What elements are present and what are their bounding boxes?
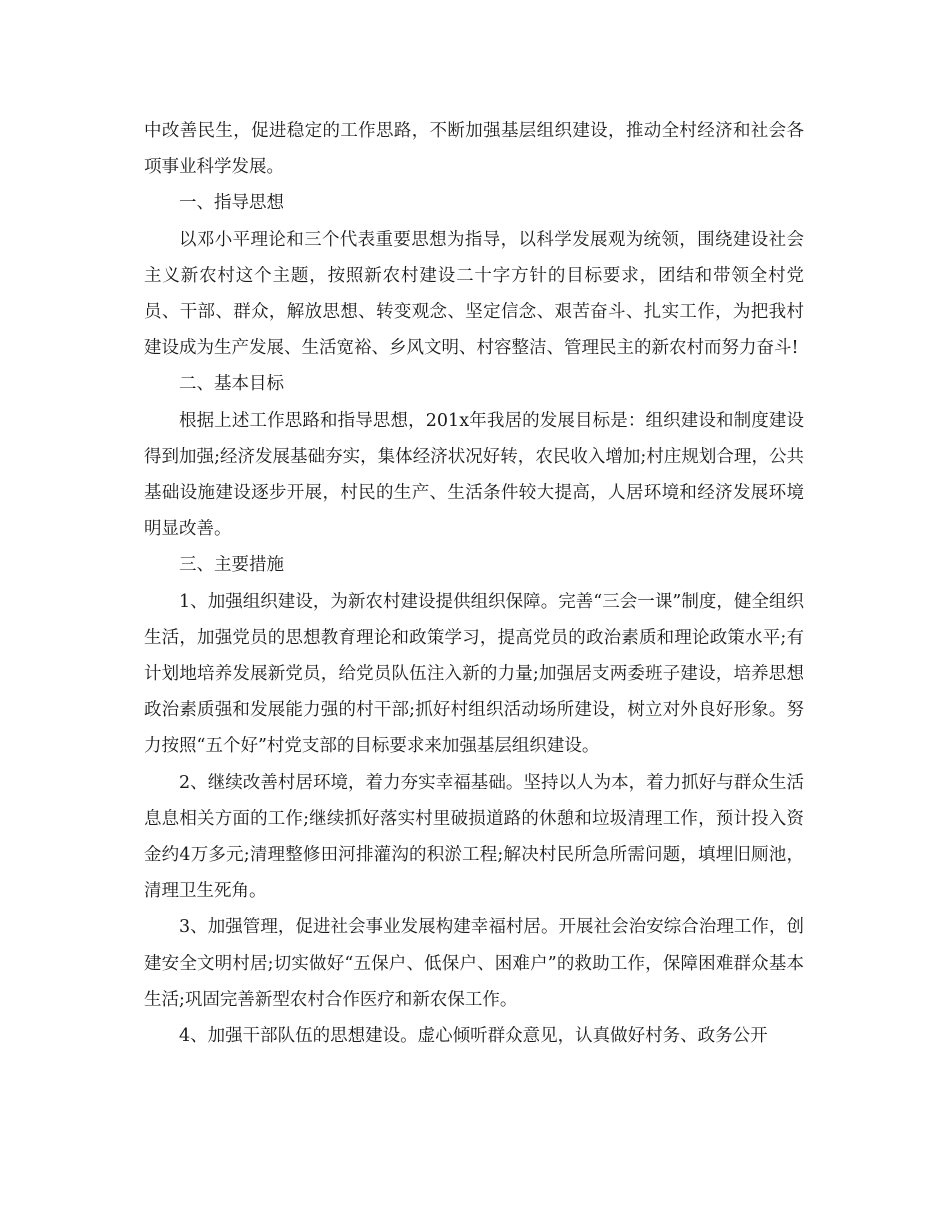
paragraph-measure-4: 4、加强干部队伍的思想建设。虚心倾听群众意见，认真做好村务、政务公开	[179, 1026, 768, 1047]
paragraph-measure-2: 2、继续改善村居环境，着力夯实幸福基础。坚持以人为本，着力抓好与群众生活息息相关方面的工作;继续抓好落实村里破损道路的休憩和垃圾清理工作，预计投入资金约4万多元;清理整修田河排灌沟的积淤工程;解决村民所急所需问题，填埋旧厕池，清理卫生死角。	[144, 772, 804, 902]
section-heading-basic-goals: 二、基本目标	[179, 374, 284, 395]
section-heading-guiding-thought: 一、指导思想	[179, 193, 284, 214]
paragraph-guiding-thought: 以邓小平理论和三个代表重要思想为指导，以科学发展观为统领，围绕建设社会主义新农村这个主题，按照新农村建设二十字方针的目标要求，团结和带领全村党员、干部、群众，解放思想、转变观念、坚定信念、艰苦奋斗、扎实工作，为把我村建设成为生产发展、生活宽裕、乡风文明、村容整洁、管理民主的新农村而努力奋斗!	[144, 229, 804, 359]
section-heading-main-measures: 三、主要措施	[179, 555, 284, 576]
paragraph-measure-1: 1、加强组织建设，为新农村建设提供组织保障。完善“三会一课”制度，健全组织生活，加强党员的思想教育理论和政策学习，提高党员的政治素质和理论政策水平;有计划地培养发展新党员，给党员队伍注入新的力量;加强居支两委班子建设，培养思想政治素质强和发展能力强的村干部;抓好村组织活动场所建设，树立对外良好形象。努力按照“五个好”村党支部的目标要求来加强基层组织建设。	[144, 591, 804, 757]
paragraph-measure-3: 3、加强管理，促进社会事业发展构建幸福村居。开展社会治安综合治理工作，创建安全文明村居;切实做好“五保户、低保户、困难户”的救助工作，保障困难群众基本生活;巩固完善新型农村合作医疗和新农保工作。	[144, 917, 804, 1010]
paragraph-basic-goals: 根据上述工作思路和指导思想，201x年我居的发展目标是：组织建设和制度建设得到加强;经济发展基础夯实，集体经济状况好转，农民收入增加;村庄规划合理，公共基础设施建设逐步开展，村民的生产、生活条件较大提高，人居环境和经济发展环境明显改善。	[144, 410, 804, 540]
paragraph-continuation: 中改善民生，促进稳定的工作思路，不断加强基层组织建设，推动全村经济和社会各项事业科学发展。	[144, 121, 804, 178]
document-body	[144, 113, 804, 1054]
